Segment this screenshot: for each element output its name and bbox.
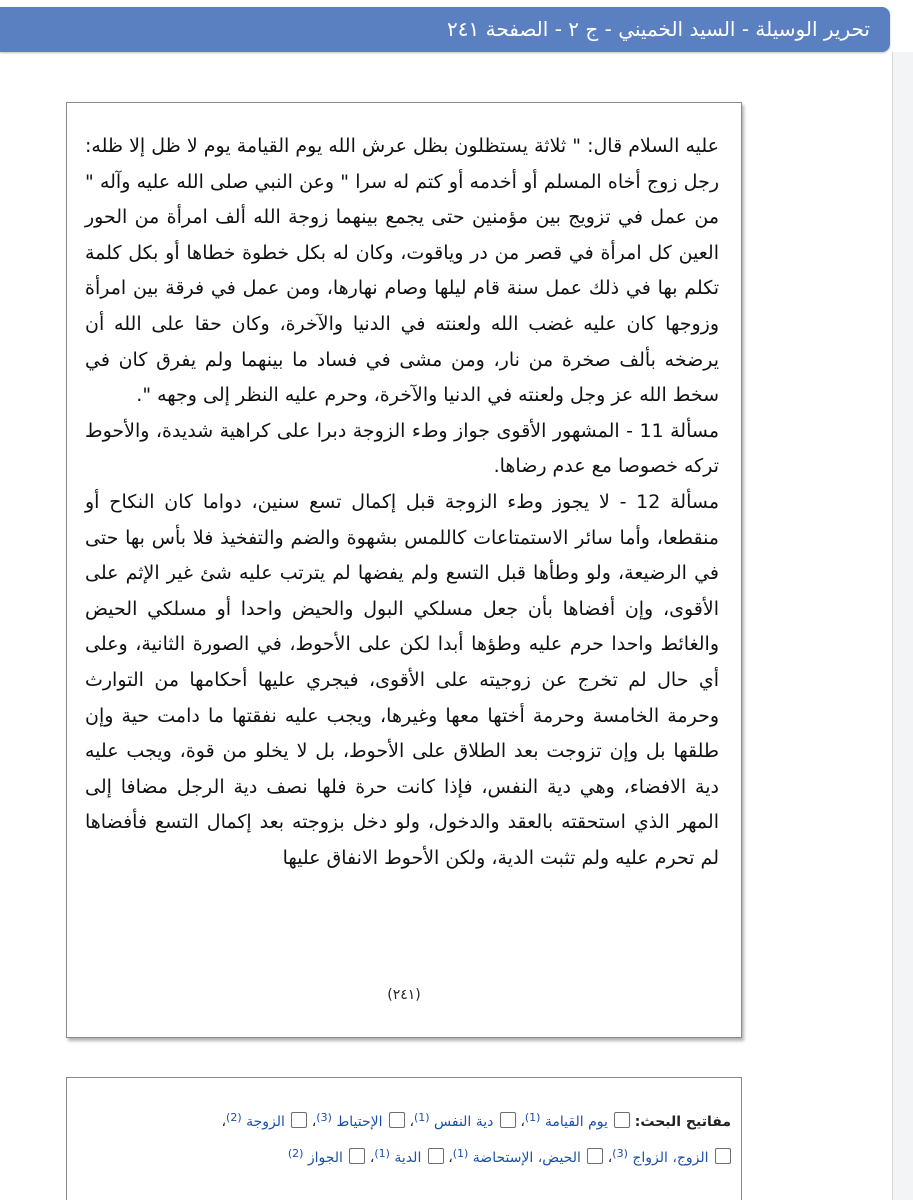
keyword-link[interactable]: يوم القيامة bbox=[544, 1114, 608, 1130]
keyword-checkbox[interactable] bbox=[715, 1148, 731, 1164]
keyword-count: (2) bbox=[226, 1111, 242, 1124]
keywords-list: مفاتيح البحث: يوم القيامة $^{(1)}$، دية النفس $^{(1)}$، الإحتياط $^{(3)}$، الزوجة $^{(2)}$، الزوج، الزواج $^{(3)}$، الحيض، الإستحاضة $^{(1)}$، الدية $^{(1)}$، الجواز $^{(2)}$ bbox=[221, 1111, 731, 1166]
paragraph: مسألة 12 - لا يجوز وطء الزوجة قبل إكمال تسع سنين، دواما كان النكاح أو منقطعا، وأما سائر الاستمتاعات كاللمس بشهوة والضم والتفخيذ فلا بأس بها حتى في الرضيعة، ولو وطأها قبل التسع ولم يفضها لم يترتب عليه شئ غير الإثم على الأقوى، وإن أفضاها بأن جعل مسلكي البول والحيض واحدا أو مسلكي الحيض والغائط واحدا حرم عليه وطؤها أبدا لكن على الأحوط، في الصورة الثانية، وعلى أي حال لم تخرج عن زوجيته على الأقوى، فيجري عليها أحكامها من التوارث وحرمة الخامسة وحرمة أختها معها وغيرها، ويجب عليه نفقتها ما دامت حية وإن طلقها بل وإن تزوجت بعد الطلاق على الأحوط، بل لا يخلو من قوة، ويجب عليه دية الافضاء، وهي دية النفس، فإذا كانت حرة فلها نصف دية الرجل مضافا إلى المهر الذي استحقته بالعقد والدخول، ولو دخل بزوجته بعد إكمال التسع فأفضاها لم تحرم عليه ولم تثبت الدية، ولكن الأحوط الانفاق عليها bbox=[85, 490, 719, 869]
keyword-link[interactable]: الزوج، الزواج bbox=[632, 1150, 709, 1166]
paragraph: عليه السلام قال: " ثلاثة يستظلون بظل عرش الله يوم القيامة يوم لا ظل إلا ظله: رجل زوج أخاه المسلم أو أخدمه أو كتم له سرا " وعن النبي صلى الله عليه وآله " من عمل في تزويج بين مؤمنين حتى يجمع بينهما زوجة الله ألف امرأة من الحور العين كل امرأة في قصر من در وياقوت، وكان له بكل خطوة خطاها أو بكل كلمة تكلم بها في ذلك عمل سنة قام ليلها وصام نهارها، ومن عمل في فرقة بين امرأة وزوجها كان عليه غضب الله ولعنته في الدنيا والآخرة، وكان حقا على الله أن يرضخه بألف صخرة من نار، ومن مشى في فساد ما بينهما ولم يفرق كان في سخط الله عز وجل ولعنته في الدنيا والآخرة، وحرم عليه النظر إلى وجهه ". bbox=[85, 135, 719, 407]
keyword-item[interactable] bbox=[374, 1147, 443, 1166]
keyword-checkbox[interactable] bbox=[500, 1112, 516, 1128]
search-keywords-panel bbox=[66, 1077, 742, 1200]
keyword-checkbox[interactable] bbox=[428, 1148, 444, 1164]
keyword-item[interactable] bbox=[524, 1111, 630, 1130]
keyword-link[interactable]: الدية bbox=[394, 1150, 422, 1166]
keyword-item[interactable] bbox=[316, 1111, 405, 1130]
keyword-checkbox[interactable] bbox=[349, 1148, 365, 1164]
keyword-link[interactable]: الحيض، الإستحاضة bbox=[472, 1150, 581, 1166]
keyword-item[interactable] bbox=[612, 1147, 731, 1166]
page-text bbox=[85, 129, 719, 876]
scrollbar-track[interactable] bbox=[892, 52, 913, 1200]
keyword-checkbox[interactable] bbox=[614, 1112, 630, 1128]
keyword-link[interactable]: الإحتياط bbox=[336, 1114, 383, 1130]
header-title: تحرير الوسيلة - السيد الخميني - ج ٢ - الصفحة ٢٤١ bbox=[447, 17, 870, 41]
keyword-count: (1) bbox=[524, 1111, 541, 1124]
keyword-checkbox[interactable] bbox=[291, 1112, 307, 1128]
keyword-checkbox[interactable] bbox=[587, 1148, 603, 1164]
keyword-item[interactable] bbox=[287, 1147, 366, 1166]
keyword-count: (1) bbox=[452, 1147, 469, 1160]
keyword-count: (2) bbox=[287, 1147, 304, 1160]
keyword-item[interactable] bbox=[226, 1111, 307, 1130]
keyword-link[interactable]: الزوجة bbox=[246, 1114, 285, 1130]
keyword-link[interactable]: الجواز bbox=[307, 1150, 343, 1166]
keywords-label: مفاتيح البحث: bbox=[634, 1114, 731, 1130]
page-number: (٢٤١) bbox=[387, 987, 421, 1003]
keyword-item[interactable] bbox=[413, 1111, 516, 1130]
book-page bbox=[66, 102, 742, 1038]
keyword-count: (1) bbox=[413, 1111, 430, 1124]
keyword-item[interactable] bbox=[452, 1147, 604, 1166]
keyword-count: (3) bbox=[316, 1111, 332, 1124]
header-bar bbox=[0, 7, 890, 52]
keyword-checkbox[interactable] bbox=[389, 1112, 405, 1128]
keyword-link[interactable]: دية النفس bbox=[434, 1114, 494, 1130]
paragraph: مسألة 11 - المشهور الأقوى جواز وطء الزوجة دبرا على كراهية شديدة، والأحوط تركه خصوصا مع عدم رضاها. bbox=[85, 419, 719, 478]
keyword-count: (3) bbox=[612, 1147, 628, 1160]
keyword-count: (1) bbox=[374, 1147, 390, 1160]
